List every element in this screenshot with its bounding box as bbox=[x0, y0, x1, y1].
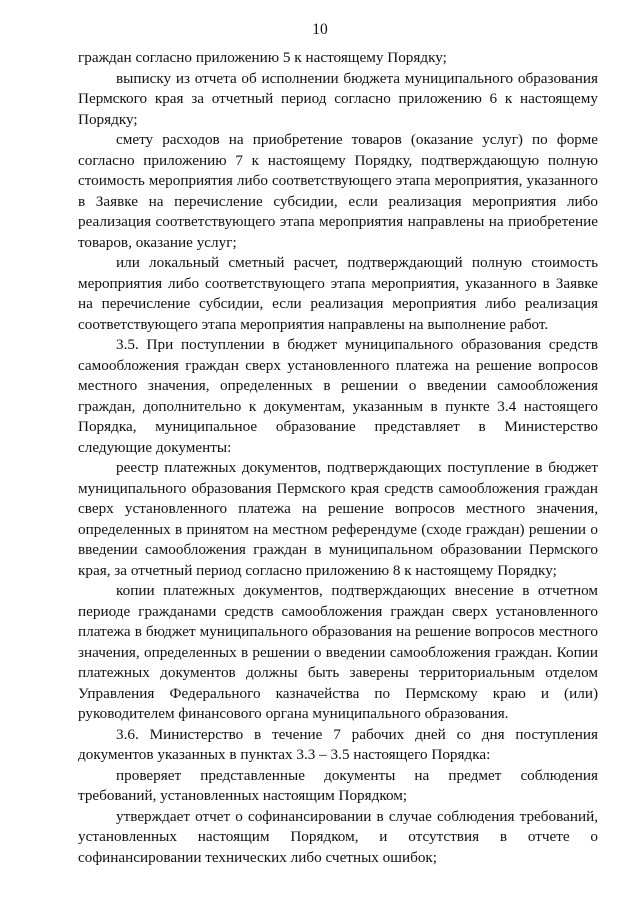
paragraph-1: граждан согласно приложению 5 к настоящему Порядку; bbox=[78, 49, 447, 66]
paragraph-9: проверяет представленные документы на предмет соблюдения требований, установленных настоящим Порядком; bbox=[78, 766, 598, 804]
paragraph-10: утверждает отчет о софинансировании в случае соблюдения требований, установленных настоящим Порядком, и отсутствия в отчете о софинансировании технических либо счетных ошибок; bbox=[78, 807, 598, 866]
page-number: 10 bbox=[312, 21, 328, 38]
paragraph-section-3-6: 3.6. Министерство в течение 7 рабочих дней со дня поступления документов указанных в пунктах 3.3 – 3.5 настоящего Порядка: bbox=[78, 725, 598, 763]
paragraph-section-3-5: 3.5. При поступлении в бюджет муниципального образования средств самообложения граждан сверх установленного платежа на решение вопросов местного значения, определенных в решении о введении самообложения граждан, дополнительно к документам, указанным в пункте 3.4 настоящего Порядка, муниципальное образование представляет в Министерство следующие документы: bbox=[78, 336, 598, 456]
paragraph-4: или локальный сметный расчет, подтверждающий полную стоимость мероприятия либо соответствующего этапа мероприятия, указанного в Заявке на перечисление субсидии, если реализация мероприятия либо реализация соответствующего этапа мероприятия направлены на выполнение работ. bbox=[78, 254, 598, 333]
document-body bbox=[78, 48, 598, 868]
paragraph-3: смету расходов на приобретение товаров (оказание услуг) по форме согласно приложению 7 к настоящему Порядку, подтверждающую полную стоимость мероприятия либо соответствующего этапа мероприятия, указанного в Заявке на перечисление субсидии, если реализация мероприятия либо реализация соответствующего этапа мероприятия направлены на приобретение товаров, оказание услуг; bbox=[78, 131, 598, 251]
paragraph-2: выписку из отчета об исполнении бюджета муниципального образования Пермского края за отчетный период согласно приложению 6 к настоящему Порядку; bbox=[78, 69, 598, 128]
paragraph-6: реестр платежных документов, подтверждающих поступление в бюджет муниципального образования Пермского края средств самообложения граждан сверх установленного платежа на решение вопросов местного значения, определенных в принятом на местном референдуме (сходе граждан) решении о введении самообложения граждан в муниципальном образовании Пермского края, за отчетный период согласно приложению 8 к настоящему Порядку; bbox=[78, 459, 598, 579]
paragraph-7: копии платежных документов, подтверждающих внесение в отчетном периоде гражданами средств самообложения граждан сверх установленного платежа в бюджет муниципального образования на решение вопросов местного значения, определенных в решении о введении самообложения граждан. Копии платежных документов должны быть заверены территориальным отделом Управления Федерального казначейства по Пермскому краю и (или) руководителем финансового органа муниципального образования. bbox=[78, 582, 598, 722]
